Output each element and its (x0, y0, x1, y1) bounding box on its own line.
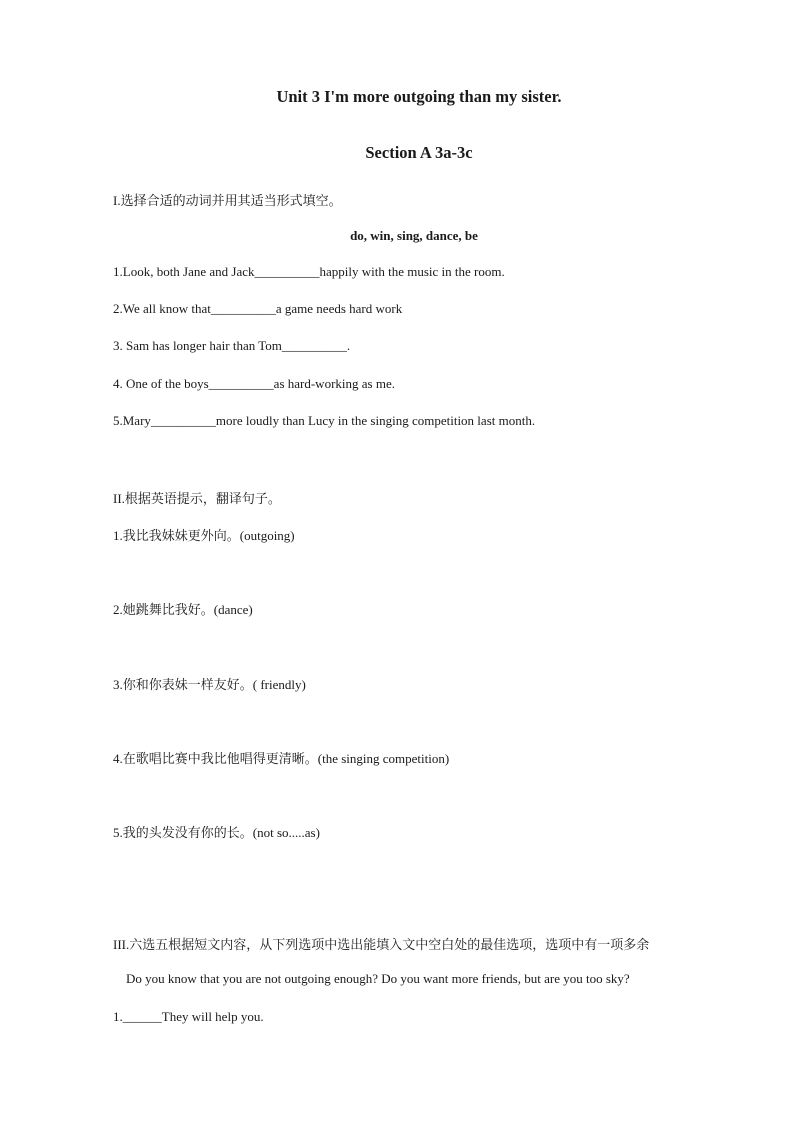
section2-item-5: 5.我的头发没有你的长。(not so.....as) (113, 825, 320, 840)
section2-heading: II.根据英语提示，翻译句子。 (113, 491, 281, 506)
section3-item-1: 1.______They will help you. (113, 1009, 264, 1024)
section1-item-4: 4. One of the boys__________as hard-working as me. (113, 376, 395, 391)
section1-item-5: 5.Mary__________more loudly than Lucy in the singing competition last month. (113, 413, 536, 428)
section3-heading: III.六选五根据短文内容，从下列选项中选出能填入文中空白处的最佳选项，选项中有一项多余 (113, 937, 650, 952)
section3-passage: Do you know that you are not outgoing enough? Do you want more friends, but are you too sky? (126, 971, 630, 986)
section1-heading: I.选择合适的动词并用其适当形式填空。 (113, 193, 342, 208)
section1-item-1: 1.Look, both Jane and Jack__________happily with the music in the room. (113, 264, 505, 279)
section1-item-3: 3. Sam has longer hair than Tom__________. (113, 338, 351, 353)
word-bank: do, win, sing, dance, be (350, 228, 478, 243)
section2-item-4: 4.在歌唱比赛中我比他唱得更清晰。(the singing competition) (113, 751, 450, 766)
section1-item-2: 2.We all know that__________a game needs hard work (113, 301, 403, 316)
page-title: Unit 3 I'm more outgoing than my sister. (276, 87, 562, 106)
section2-item-2: 2.她跳舞比我好。(dance) (113, 602, 253, 617)
section2-item-3: 3.你和你表妹一样友好。( friendly) (113, 677, 306, 692)
section-subtitle: Section A 3a-3c (365, 143, 473, 162)
section2-item-1: 1.我比我妹妹更外向。(outgoing) (113, 528, 295, 543)
